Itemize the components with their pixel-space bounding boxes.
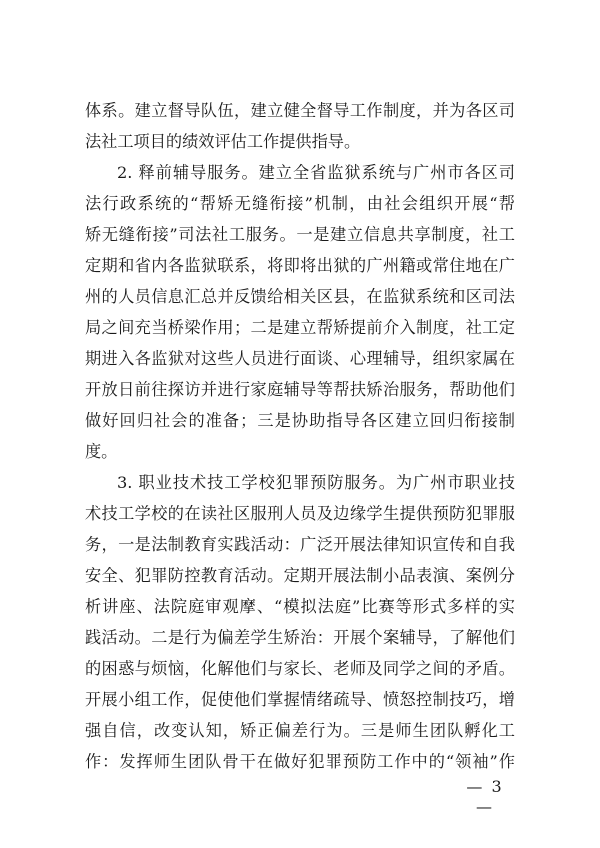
text-line: 作：发挥师生团队骨干在做好犯罪预防工作中的“领袖”作: [85, 752, 515, 771]
text-line: 开展小组工作，促使他们掌握情绪疏导、愤怒控制技巧，增: [85, 690, 515, 709]
page-number: — 3 —: [466, 777, 504, 816]
text-line: 度。: [85, 442, 118, 461]
text-line: 体系。建立督导队伍，建立健全督导工作制度，并为各区司: [85, 101, 515, 120]
text-line: 强自信，改变认知，矫正偏差行为。三是师生团队孵化工: [85, 721, 515, 740]
text-line: 践活动。二是行为偏差学生矫治：开展个案辅导，了解他们: [85, 628, 515, 647]
section-heading-line: 3. 职业技术技工学校犯罪预防服务。为广州市职业技: [117, 473, 515, 492]
text-line: 术技工学校的在读社区服刑人员及边缘学生提供预防犯罪服: [85, 504, 515, 523]
text-line: 做好回归社会的准备；三是协助指导各区建立回归衔接制: [85, 411, 515, 430]
text-line: 的困惑与烦恼，化解他们与家长、老师及同学之间的矛盾。: [85, 659, 515, 678]
text-line: 开放日前往探访并进行家庭辅导等帮扶矫治服务，帮助他们: [85, 380, 515, 399]
text-line: 矫无缝衔接”司法社工服务。一是建立信息共享制度，社工: [85, 225, 515, 244]
text-line: 务，一是法制教育实践活动：广泛开展法律知识宣传和自我: [85, 535, 515, 554]
text-line: 定期和省内各监狱联系，将即将出狱的广州籍或常住地在广: [85, 256, 515, 275]
text-line: 法社工项目的绩效评估工作提供指导。: [85, 132, 361, 151]
text-line: 州的人员信息汇总并反馈给相关区县，在监狱系统和区司法: [85, 287, 515, 306]
text-line: 期进入各监狱对这些人员进行面谈、心理辅导，组织家属在: [85, 349, 515, 368]
text-line: 析讲座、法院庭审观摩、“模拟法庭”比赛等形式多样的实: [85, 597, 515, 616]
text-line: 安全、犯罪防控教育活动。定期开展法制小品表演、案例分: [85, 566, 515, 585]
text-line: 法行政系统的“帮矫无缝衔接”机制，由社会组织开展“帮: [85, 194, 515, 213]
section-heading-line: 2. 释前辅导服务。建立全省监狱系统与广州市各区司: [117, 163, 515, 182]
text-line: 局之间充当桥梁作用；二是建立帮矫提前介入制度，社工定: [85, 318, 515, 337]
